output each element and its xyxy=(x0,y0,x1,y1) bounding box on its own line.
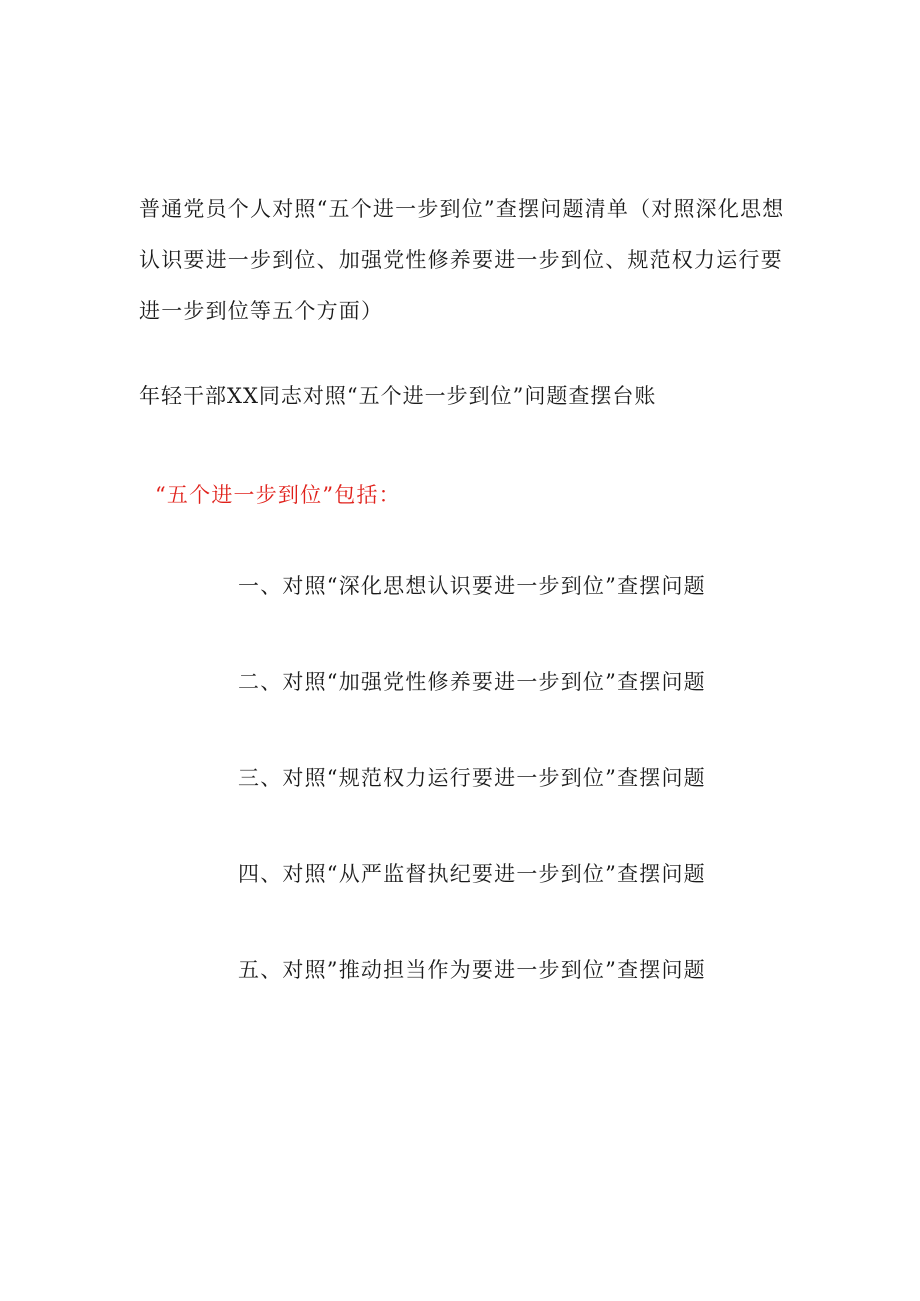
document-subtitle: 年轻干部XX同志对照“五个进一步到位”问题查摆台账 xyxy=(139,384,657,408)
list-item: 三、对照“规范权力运行要进一步到位”查摆问题 xyxy=(238,766,706,790)
list-item: 一、对照“深化思想认识要进一步到位”查摆问题 xyxy=(238,574,706,598)
list-item: 二、对照“加强党性修养要进一步到位”查摆问题 xyxy=(238,670,706,694)
includes-label: “五个进一步到位”包括： xyxy=(155,483,401,507)
document-title: 普通党员个人对照“五个进一步到位”查摆问题清单（对照深化思想认识要进一步到位、加强党性修养要进一步到位、规范权力运行要进一步到位等五个方面） xyxy=(139,197,785,323)
list-item: 五、对照”推动担当作为要进一步到位”查摆问题 xyxy=(238,958,706,982)
list-item: 四、对照“从严监督执纪要进一步到位”查摆问题 xyxy=(238,862,706,886)
item-list xyxy=(238,566,706,1046)
